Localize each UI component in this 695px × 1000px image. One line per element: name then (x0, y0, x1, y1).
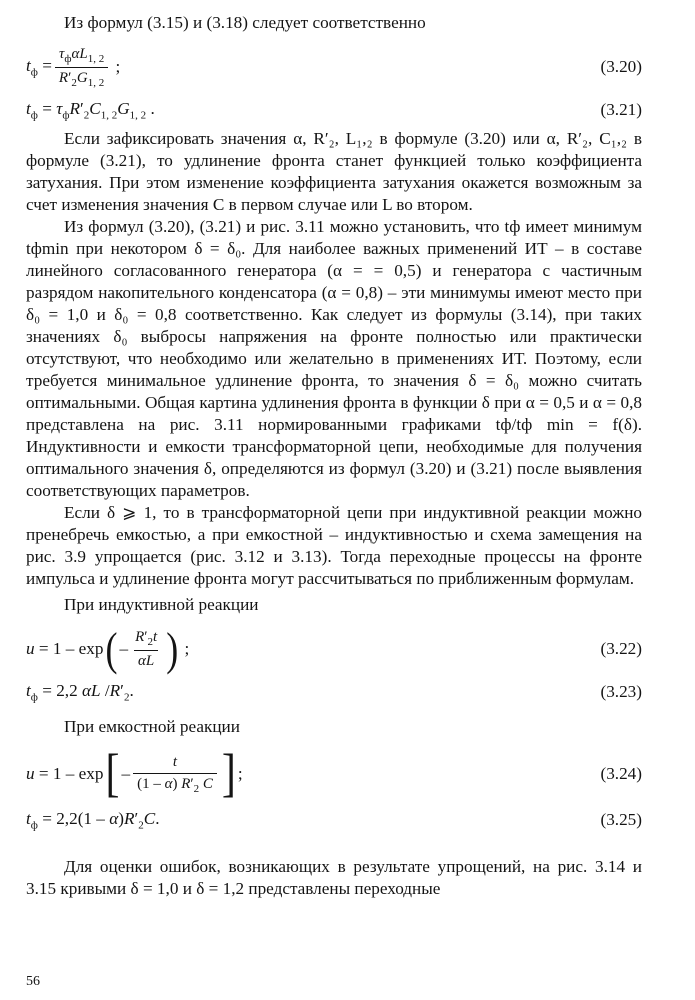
eq-number: (3.21) (600, 100, 642, 119)
equation-3-20: $t_ф$ = $\frac{\tau_ф\alpha L_{1, 2}}{R'_2G_{1, 2}}$ ; (3.20) (26, 45, 642, 89)
eq-number: (3.20) (600, 57, 642, 76)
equation-3-23: $t_ф = 2,2$ αL $/R'_2$. (3.23) (26, 680, 642, 704)
label-inductive: При индуктивной реакции (64, 595, 259, 614)
eq-number: (3.22) (600, 639, 642, 658)
intro-text: Из формул (3.15) и (3.18) следует соответственно (64, 13, 426, 32)
eq-number: (3.25) (600, 810, 642, 829)
eq-number: (3.23) (600, 682, 642, 701)
equation-3-25: $t_ф = 2,2(1 - \alpha)R'_2C$. (3.25) (26, 808, 642, 832)
paragraph-4: Для оценки ошибок, возникающих в результате упрощений, на рис. 3.14 и 3.15 кривыми δ = 1,0 и δ = 1,2 представлены переходные (26, 857, 642, 898)
page-number: 56 (26, 974, 40, 989)
paragraph-2: Из формул (3.20), (3.21) и рис. 3.11 можно установить, что tф имеет минимум tфmin при некотором δ = δ₀. Для наиболее важных применений ИТ – в составе линейного согласованного генератора (α = = 0,5) и генератора с частичным разрядом накопительного конденсатора (α = 0,8) – эти минимумы имеют место при δ₀ = 1,0 и δ₀ = 0,8 соответственно. Как следует из формулы (3.14), при таких значениях δ₀ выбросы напряжения на фронте полностью или практически отсутствуют, что необходимо или желательно в применениях ИТ. Поэтому, если требуется минимальное удлинение фронта, то значения δ = δ₀ можно считать оптимальными. Общая картина удлинения фронта в функции δ при α = 0,5 и α = 0,8 представлена на рис. 3.11 нормированными графиками tф/tф min = f(δ). Индуктивности и емкости трансформаторной цепи, необходимые для получения оптимального значения δ, определяются из формул (3.20) и (3.21) после выявления соответствующих параметров. (26, 217, 642, 500)
equation-3-24: u = 1 – exp [ – $\frac{t}{(1 - \alpha) R'_2 C}$ ] ; (3.24) (26, 745, 642, 803)
label-capacitive: При емкостной реакции (64, 717, 240, 736)
equation-3-21: $t_ф = \tau_фR'_2C_{1, 2}G_{1, 2}$ . (3.21) (26, 98, 642, 122)
eq-number: (3.24) (600, 764, 642, 783)
paragraph-1: Если зафиксировать значения α, R′₂, L₁,₂ в формуле (3.20) или α, R′₂, C₁,₂ в формуле (3.21), то удлинение фронта станет функцией только коэффициента затухания. При этом изменение коэффициента затухания окажется возможным за счет изменения значения C в первом случае или L во втором. (26, 129, 642, 214)
page-content (26, 12, 642, 900)
equation-3-22: u = 1 – exp ( – $\frac{R'_2t}{\alpha L}$ ) ; (3.22) (26, 623, 642, 675)
paragraph-3: Если δ ⩾ 1, то в трансформаторной цепи при индуктивной реакции можно пренебречь емкостью, а при емкостной – индуктивностью и схема замещения на рис. 3.9 упрощается (рис. 3.12 и 3.13). Тогда переходные процессы на фронте импульса и удлинение фронта могут рассчитываться по приближенным формулам. (26, 503, 642, 588)
